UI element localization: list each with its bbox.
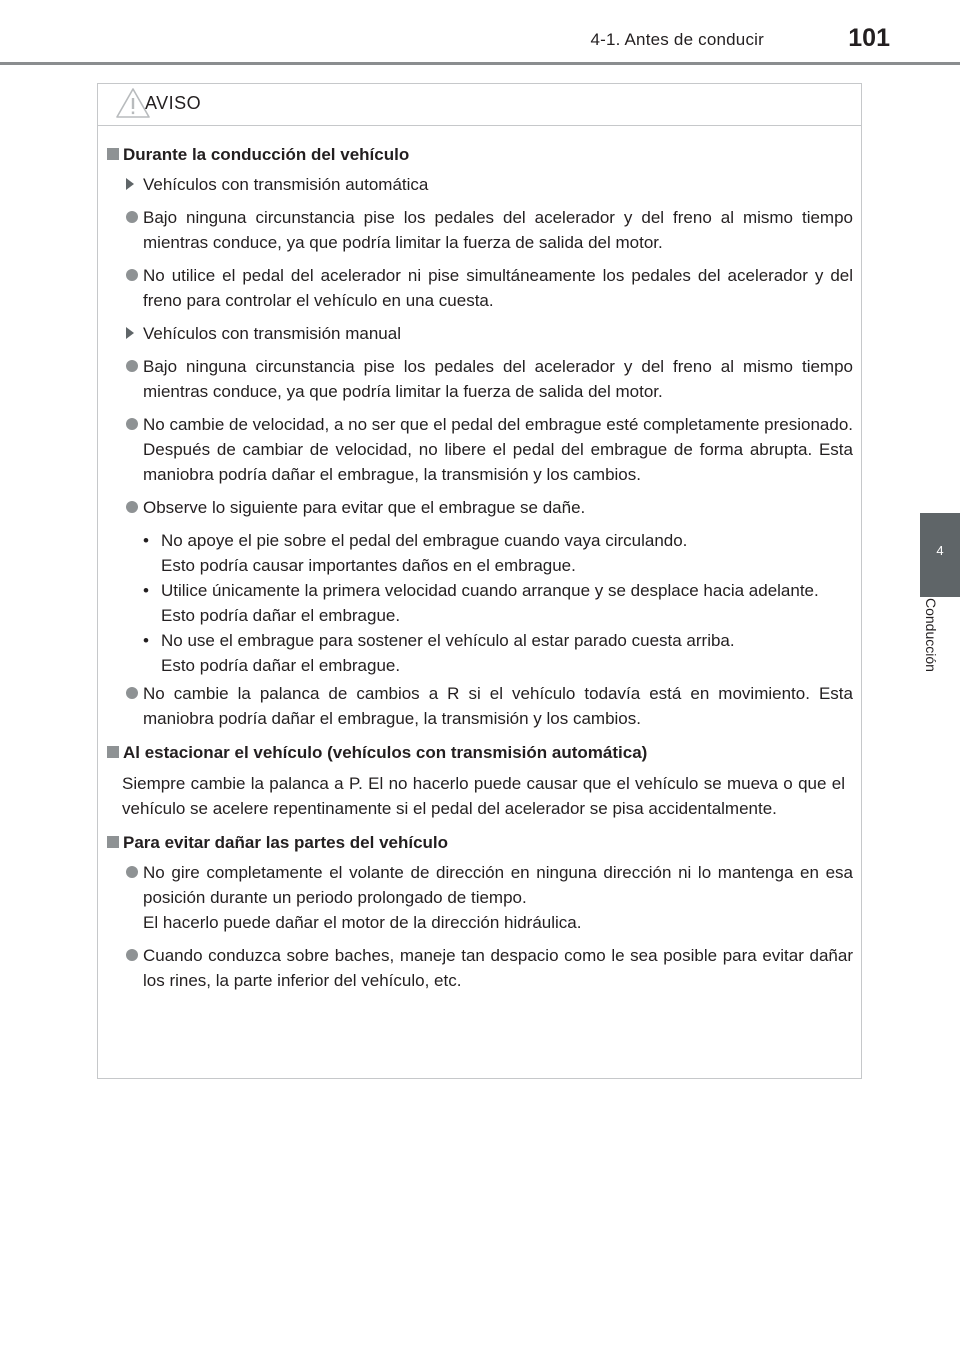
- circle-bullet-icon: [126, 269, 138, 281]
- list-item-text: No cambie la palanca de cambios a R si el vehículo todavía está en movimiento. Esta maniobra podría dañar el embrague, la transmisión y los cambios.: [143, 684, 853, 728]
- section-heading-driving: [98, 142, 849, 167]
- side-tab-number: 4: [936, 543, 944, 558]
- side-tab: [920, 513, 960, 597]
- page-number: 101: [848, 24, 890, 52]
- dash-item: [98, 628, 845, 678]
- warning-box: [97, 83, 862, 1079]
- section-heading-parking: [98, 740, 849, 765]
- list-item: [98, 681, 853, 731]
- dash-marker: •: [143, 581, 149, 600]
- list-item-text: No cambie de velocidad, a no ser que el pedal del embrague esté completamente presionado. Después de cambiar de velocidad, no libere el pedal del embrague de forma abrupta. Esta maniobra podría dañar el embrague, la transmisión y los cambios.: [143, 415, 853, 484]
- side-tab-label: Conducción: [923, 598, 939, 672]
- sub-heading-text: Vehículos con transmisión automática: [143, 175, 429, 194]
- circle-bullet-icon: [126, 360, 138, 372]
- list-item-text: No utilice el pedal del acelerador ni pise simultáneamente los pedales del acelerador y del freno para controlar el vehículo en una cuesta.: [143, 266, 853, 310]
- square-bullet-icon: [107, 148, 119, 160]
- section-heading-protect: [98, 830, 849, 855]
- header-rule: [0, 62, 960, 65]
- dash-marker: •: [143, 531, 149, 550]
- square-bullet-icon: [107, 746, 119, 758]
- dash-item-note: Esto podría dañar el embrague.: [161, 656, 401, 675]
- list-item: [98, 354, 853, 404]
- warning-title: AVISO: [145, 93, 202, 113]
- list-item-text: Observe lo siguiente para evitar que el embrague se dañe.: [143, 498, 586, 517]
- section-heading-text: Al estacionar el vehículo (vehículos con transmisión automática): [123, 743, 648, 762]
- sub-heading-automatic: [98, 172, 853, 197]
- section-heading-text: Durante la conducción del vehículo: [123, 145, 410, 164]
- dash-item-text: No use el embrague para sostener el vehículo al estar parado cuesta arriba.: [161, 631, 735, 650]
- dash-item: [98, 528, 845, 578]
- dash-item: [98, 578, 845, 628]
- dash-item-text: Utilice únicamente la primera velocidad cuando arranque y se desplace hacia adelante.: [161, 581, 819, 600]
- dash-item-note: Esto podría causar importantes daños en el embrague.: [161, 556, 576, 575]
- dash-marker: •: [143, 631, 149, 650]
- triangle-arrow-icon: [126, 327, 134, 339]
- list-item: [98, 860, 853, 935]
- dash-item-note: Esto podría dañar el embrague.: [161, 606, 401, 625]
- sub-heading-text: Vehículos con transmisión manual: [143, 324, 401, 343]
- triangle-arrow-icon: [126, 178, 134, 190]
- section-heading-text: Para evitar dañar las partes del vehículo: [123, 833, 449, 852]
- circle-bullet-icon: [126, 418, 138, 430]
- list-item-text: Cuando conduzca sobre baches, maneje tan despacio como le sea posible para evitar dañar los rines, la parte inferior del vehículo, etc.: [143, 946, 853, 990]
- header-section-title: 4-1. Antes de conducir: [590, 30, 764, 49]
- warning-body: [98, 126, 861, 993]
- circle-bullet-icon: [126, 501, 138, 513]
- list-item-text: Bajo ninguna circunstancia pise los pedales del acelerador y del freno al mismo tiempo mientras conduce, ya que podría limitar la fuerza de salida del motor.: [143, 208, 853, 252]
- list-item-text: No gire completamente el volante de dirección en ninguna dirección ni lo mantenga en esa posición durante un periodo prolongado de tiempo.: [143, 863, 853, 907]
- circle-bullet-icon: [126, 211, 138, 223]
- sub-heading-manual: [98, 321, 853, 346]
- warning-header: [98, 84, 861, 126]
- list-item-note: El hacerlo puede dañar el motor de la dirección hidráulica.: [143, 913, 582, 932]
- list-item: [98, 495, 853, 520]
- circle-bullet-icon: [126, 866, 138, 878]
- list-item-text: Bajo ninguna circunstancia pise los pedales del acelerador y del freno al mismo tiempo mientras conduce, ya que podría limitar la fuerza de salida del motor.: [143, 357, 853, 401]
- section-paragraph: Siempre cambie la palanca a P. El no hacerlo puede causar que el vehículo se mueva o que el vehículo se acelere repentinamente si el pedal del acelerador se pisa accidentalmente.: [122, 774, 845, 818]
- circle-bullet-icon: [126, 687, 138, 699]
- square-bullet-icon: [107, 836, 119, 848]
- list-item: [98, 263, 853, 313]
- dash-item-text: No apoye el pie sobre el pedal del embrague cuando vaya circulando.: [161, 531, 688, 550]
- list-item: [98, 412, 853, 487]
- list-item: [98, 943, 853, 993]
- circle-bullet-icon: [126, 949, 138, 961]
- list-item: [98, 205, 853, 255]
